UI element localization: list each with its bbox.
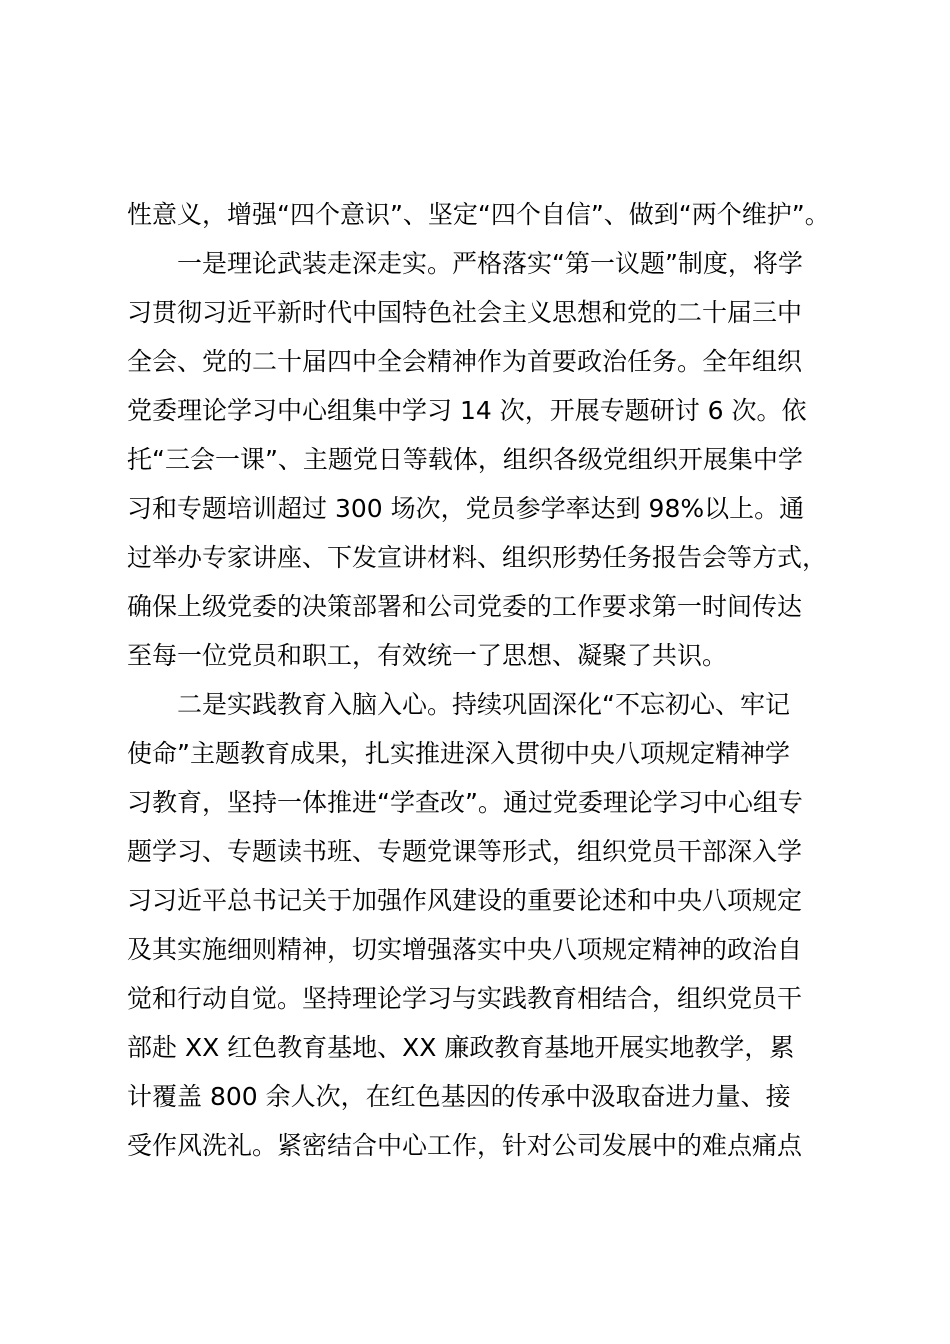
text-line: 托“三会一课”、主题党日等载体，组织各级党组织开展集中学 (127, 445, 803, 474)
text-line: 使命”主题教育成果，扎实推进深入贯彻中央八项规定精神学 (127, 739, 790, 768)
text-line: 确保上级党委的决策部署和公司党委的工作要求第一时间传达 (127, 592, 803, 621)
text-line: 计覆盖 800 余人次，在红色基因的传承中汲取奋进力量、接 (127, 1082, 791, 1111)
text-line: 习贯彻习近平新时代中国特色社会主义思想和党的二十届三中 (127, 298, 803, 327)
text-line: 全会、党的二十届四中全会精神作为首要政治任务。全年组织 (127, 347, 803, 376)
text-line: 性意义，增强“四个意识”、坚定“四个自信”、做到“两个维护”。 (127, 200, 830, 229)
text-line: 觉和行动自觉。坚持理论学习与实践教育相结合，组织党员干 (127, 984, 803, 1013)
text-line: 习习近平总书记关于加强作风建设的重要论述和中央八项规定 (127, 886, 803, 915)
text-line: 习教育，坚持一体推进“学查改”。通过党委理论学习中心组专 (127, 788, 803, 817)
paragraph-first-line: 一是理论武装走深走实。严格落实“第一议题”制度，将学 (177, 249, 803, 278)
text-line: 及其实施细则精神，切实增强落实中央八项规定精神的政治自 (127, 935, 803, 964)
text-line: 题学习、专题读书班、专题党课等形式，组织党员干部深入学 (127, 837, 803, 866)
text-line: 受作风洗礼。紧密结合中心工作，针对公司发展中的难点痛点 (127, 1131, 803, 1160)
text-line: 至每一位党员和职工，有效统一了思想、凝聚了共识。 (127, 641, 728, 670)
text-line: 过举办专家讲座、下发宣讲材料、组织形势任务报告会等方式， (127, 543, 828, 572)
text-line: 习和专题培训超过 300 场次，党员参学率达到 98%以上。通 (127, 494, 805, 523)
text-line: 部赴 XX 红色教育基地、XX 廉政教育基地开展实地教学，累 (127, 1033, 795, 1062)
paragraph-first-line: 二是实践教育入脑入心。持续巩固深化“不忘初心、牢记 (177, 690, 790, 719)
text-line: 党委理论学习中心组集中学习 14 次，开展专题研讨 6 次。依 (127, 396, 807, 425)
document-body (127, 190, 847, 1170)
